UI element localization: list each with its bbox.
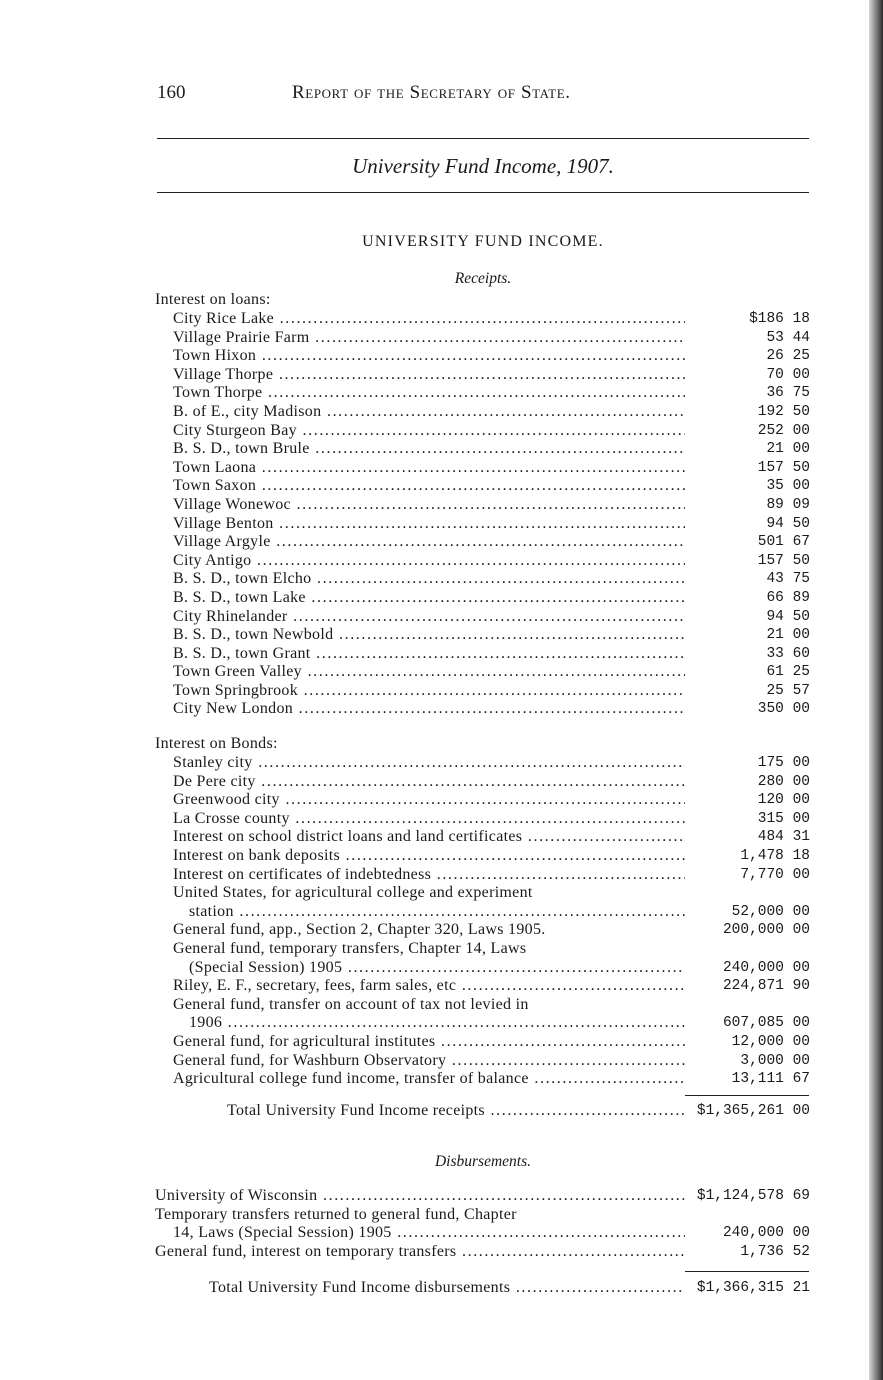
table-row: [155, 552, 810, 571]
disbursements-total-amount: $1,366,315 21: [696, 1280, 810, 1296]
disbursements-block: [155, 1187, 810, 1261]
disbursements-total-block: [155, 1279, 810, 1298]
row-amount: 70 00: [766, 366, 810, 383]
page-subtitle: University Fund Income, 1907.: [352, 154, 614, 178]
row-amount: 52,000 00: [731, 903, 810, 920]
row-label: Interest on certificates of indebtedness .....: [173, 866, 685, 885]
table-row: [155, 645, 810, 664]
row-label: University of Wisconsin .....: [155, 1187, 685, 1206]
table-row: [155, 589, 810, 608]
table-row: [155, 959, 810, 978]
table-row: [155, 347, 810, 366]
table-row: [155, 828, 810, 847]
receipts-total-rule: [685, 1095, 809, 1096]
row-label: Greenwood city .....: [173, 791, 685, 810]
row-label: B. S. D., town Newbold .....: [173, 626, 685, 645]
table-row: [155, 903, 810, 922]
table-row: [155, 608, 810, 627]
table-row: [155, 422, 810, 441]
row-label: General fund, app., Section 2, Chapter 320, Laws 1905.: [173, 921, 546, 939]
table-row-continued: [155, 996, 810, 1015]
disbursements-heading: Disbursements.: [434, 1153, 531, 1170]
row-label: Town Laona .....: [173, 459, 685, 478]
table-row: [155, 1033, 810, 1052]
table-row: [155, 310, 810, 329]
table-row: [155, 515, 810, 534]
table-row: [155, 1014, 810, 1033]
row-amount: 61 25: [766, 664, 810, 681]
table-row: [155, 977, 810, 996]
header-rule-top: [157, 138, 809, 139]
disbursements-total-row: [155, 1279, 810, 1298]
table-row: [155, 1070, 810, 1089]
row-label: City New London .....: [173, 700, 685, 719]
table-row: [155, 700, 810, 719]
row-label: Stanley city .....: [173, 754, 685, 773]
row-amount: 36 75: [766, 385, 810, 402]
bonds-block: [155, 735, 810, 1089]
table-row: [155, 366, 810, 385]
bonds-heading-row: [155, 735, 810, 754]
row-label: Riley, E. F., secretary, fees, farm sales, etc .....: [173, 977, 685, 996]
row-amount: 3,000 00: [740, 1052, 810, 1069]
row-label: B. S. D., town Brule .....: [173, 440, 685, 459]
row-label: Town Saxon .....: [173, 477, 685, 496]
row-label: Town Green Valley .....: [173, 663, 685, 682]
row-amount: 224,871 90: [722, 978, 810, 995]
table-row: [155, 1052, 810, 1071]
page-edge-shadow: [869, 0, 883, 1380]
row-label: City Sturgeon Bay .....: [173, 422, 685, 441]
table-row: [155, 329, 810, 348]
table-row: [155, 1187, 810, 1206]
row-label: station .....: [189, 903, 685, 922]
row-label: De Pere city .....: [173, 773, 685, 792]
table-row: [155, 847, 810, 866]
table-row: [155, 477, 810, 496]
row-amount: $1,124,578 69: [696, 1188, 810, 1204]
row-amount: 66 89: [766, 589, 810, 606]
row-label: Town Hixon .....: [173, 347, 685, 366]
row-amount: 240,000 00: [722, 959, 810, 976]
row-label: B. of E., city Madison .....: [173, 403, 685, 422]
table-row: [155, 866, 810, 885]
row-amount: 120 00: [757, 792, 810, 809]
row-amount: 89 09: [766, 496, 810, 513]
running-title: Report of the Secretary of State.: [292, 82, 571, 103]
table-row: [155, 791, 810, 810]
header-rule-bottom: [157, 192, 809, 193]
table-row: [155, 570, 810, 589]
table-row: [155, 921, 810, 940]
table-row: [155, 663, 810, 682]
table-row: [155, 682, 810, 701]
table-row: [155, 496, 810, 515]
row-amount: 157 50: [757, 459, 810, 476]
receipts-heading: Receipts.: [454, 270, 512, 287]
table-row: [155, 1243, 810, 1262]
table-row: [155, 810, 810, 829]
loans-list: [155, 310, 810, 719]
table-row: [155, 384, 810, 403]
table-row-continued: [155, 940, 810, 959]
page-header: [157, 82, 807, 112]
table-row: [155, 403, 810, 422]
row-amount: 33 60: [766, 645, 810, 662]
row-label: Village Thorpe .....: [173, 366, 685, 385]
row-label: Village Benton .....: [173, 515, 685, 534]
table-row: [155, 533, 810, 552]
row-amount: 175 00: [757, 755, 810, 771]
table-row-continued: [155, 884, 810, 903]
row-amount: $186 18: [749, 311, 810, 327]
row-amount: 192 50: [757, 403, 810, 420]
loans-heading-row: [155, 291, 810, 310]
loans-heading: Interest on loans:: [155, 291, 271, 308]
row-amount: 21 00: [766, 441, 810, 458]
row-amount: 12,000 00: [731, 1033, 810, 1050]
bonds-list: [155, 754, 810, 828]
table-row: [155, 754, 810, 773]
row-amount: 25 57: [766, 682, 810, 699]
row-label: General fund, for Washburn Observatory .....: [173, 1052, 685, 1071]
table-row: [155, 626, 810, 645]
row-label: B. S. D., town Lake .....: [173, 589, 685, 608]
row-amount: 280 00: [757, 773, 810, 790]
row-label: City Rice Lake .....: [173, 310, 685, 329]
row-label: Temporary transfers returned to general fund, Chapter: [155, 1205, 517, 1223]
row-amount: 607,085 00: [722, 1015, 810, 1032]
row-label: (Special Session) 1905 .....: [189, 959, 685, 978]
section-title: UNIVERSITY FUND INCOME.: [362, 233, 604, 250]
loans-block: [155, 291, 810, 719]
row-amount: 94 50: [766, 608, 810, 625]
row-amount: 157 50: [757, 552, 810, 569]
receipts-total-block: [155, 1102, 810, 1121]
row-label: United States, for agricultural college and experiment: [173, 884, 533, 902]
row-label: City Antigo .....: [173, 552, 685, 571]
row-label: B. S. D., town Grant .....: [173, 645, 685, 664]
row-amount: 7,770 00: [740, 866, 810, 883]
row-amount: 200,000 00: [722, 922, 810, 939]
row-label: Village Argyle .....: [173, 533, 685, 552]
row-amount: 350 00: [757, 701, 810, 718]
receipts-total-amount: $1,365,261 00: [696, 1103, 810, 1119]
row-label: City Rhinelander .....: [173, 608, 685, 627]
row-label: 1906 .....: [189, 1014, 685, 1033]
row-amount: 1,736 52: [740, 1243, 810, 1260]
row-label: 14, Laws (Special Session) 1905 .....: [173, 1224, 685, 1243]
row-label: General fund, for agricultural institutes .....: [173, 1033, 685, 1052]
page-number: 160: [157, 82, 186, 103]
row-label: La Crosse county .....: [173, 810, 685, 829]
row-amount: 26 25: [766, 348, 810, 365]
row-amount: 484 31: [757, 829, 810, 846]
row-label: Village Wonewoc .....: [173, 496, 685, 515]
table-row: [155, 440, 810, 459]
row-amount: 94 50: [766, 515, 810, 532]
row-amount: 252 00: [757, 422, 810, 439]
table-row: [155, 459, 810, 478]
row-amount: 21 00: [766, 627, 810, 644]
row-label: B. S. D., town Elcho .....: [173, 570, 685, 589]
row-label: General fund, interest on temporary transfers .....: [155, 1243, 685, 1262]
row-amount: 43 75: [766, 571, 810, 588]
row-amount: 13,111 67: [731, 1071, 810, 1088]
receipts-total-label: Total University Fund Income receipts .....: [227, 1102, 685, 1121]
disbursements-total-rule: [685, 1271, 809, 1272]
table-row-continued: [155, 1206, 810, 1225]
row-label: General fund, temporary transfers, Chapter 14, Laws: [173, 939, 527, 957]
row-label: Village Prairie Farm .....: [173, 329, 685, 348]
table-row: [155, 773, 810, 792]
row-label: Agricultural college fund income, transfer of balance .....: [173, 1070, 685, 1089]
row-amount: 315 00: [757, 810, 810, 827]
row-label: Interest on school district loans and land certificates .....: [173, 828, 685, 847]
row-label: Interest on bank deposits .....: [173, 847, 685, 866]
receipts-total-row: [155, 1102, 810, 1121]
row-amount: 240,000 00: [722, 1225, 810, 1242]
table-row: [155, 1224, 810, 1243]
disbursements-total-label: Total University Fund Income disbursements .....: [209, 1279, 685, 1298]
row-amount: 53 44: [766, 329, 810, 346]
row-amount: 1,478 18: [740, 847, 810, 864]
row-amount: 501 67: [757, 534, 810, 551]
row-amount: 35 00: [766, 478, 810, 495]
bonds-heading: Interest on Bonds:: [155, 735, 278, 752]
row-label: General fund, transfer on account of tax not levied in: [173, 995, 529, 1013]
row-label: Town Springbrook .....: [173, 682, 685, 701]
row-label: Town Thorpe .....: [173, 384, 685, 403]
